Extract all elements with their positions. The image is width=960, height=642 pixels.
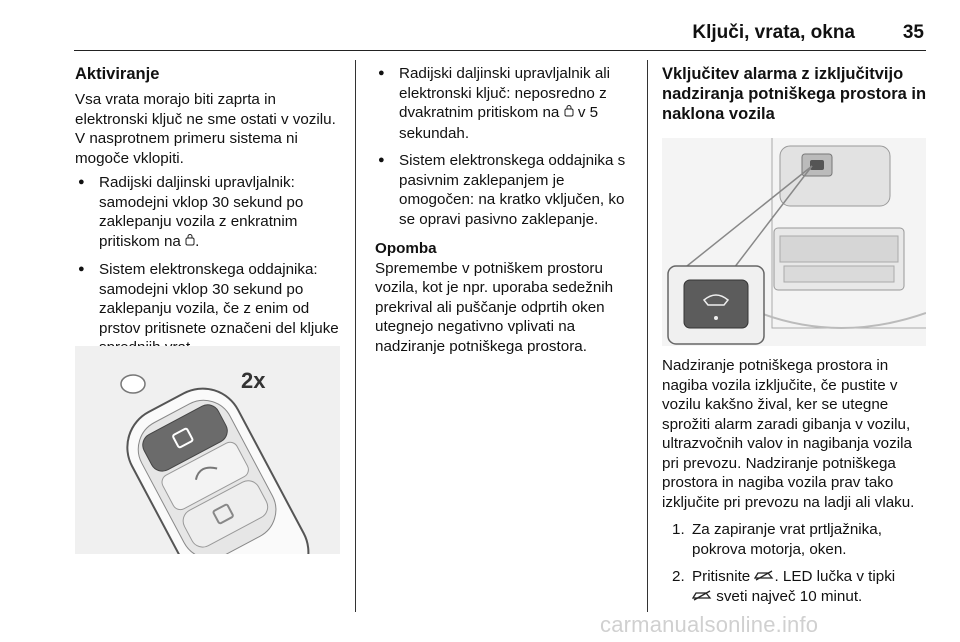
section-heading-aktiviranje: Aktiviranje xyxy=(75,65,160,83)
alarm-car-icon xyxy=(692,588,712,605)
note-title: Opomba xyxy=(375,240,437,257)
bullet-item xyxy=(375,64,637,143)
column-3 xyxy=(662,64,928,130)
bullet-text-end: v 5 sekundah. xyxy=(399,104,599,142)
page-number: 35 xyxy=(902,22,924,43)
bullet-text: Sistem elektronskega oddajnika s pasivnim zaklepanjem je omogočen: na kratko vključen, ko se opravi pasivno zaklepanje. xyxy=(399,152,626,228)
bullet-item xyxy=(375,151,637,229)
step-number: 1. xyxy=(672,521,685,538)
intro-paragraph: Vsa vrata morajo biti zaprta in elektronski ključ ne sme ostati v vozilu. V nasprotnem primeru sistema ni mogoče vklopiti. xyxy=(75,91,336,167)
figure-label-2x: 2x xyxy=(241,368,266,393)
column-3-body xyxy=(662,356,928,614)
bullet-item xyxy=(75,260,341,358)
key-fob-illustration xyxy=(75,346,340,554)
column-1 xyxy=(75,64,341,366)
page-header-title: Ključi, vrata, okna xyxy=(692,22,855,43)
alarm-car-icon xyxy=(754,568,774,585)
alarm-paragraph: Nadziranje potniškega prostora in nagiba vozila izključite, če pustite v vozilu kakšno žival, ker se utegne sprožiti alarm zaradi gibanja v vozilu, ultrazvočnih valov in nagibanja vozila pri prevozu. Nadziranje potniškega prostora in nagiba vozila prav tako izključite pri prevozu na ladji ali vlaku. xyxy=(662,357,915,511)
step-text: Pritisnite xyxy=(692,568,755,585)
section-heading-alarm: Vključitev alarma z izključitvijo nadziranja potniškega prostora in naklona vozila xyxy=(662,65,927,123)
bullet-text: Radijski daljinski upravljalnik ali elektronski ključ: neposredno z dvakratnim pritiskom na xyxy=(399,65,611,121)
header-divider xyxy=(74,50,926,51)
bullet-item xyxy=(75,173,341,252)
bullet-text-end: . xyxy=(195,232,200,250)
lock-icon xyxy=(185,235,195,249)
bullet-text: Sistem elektronskega oddajnika: samodejni vklop 30 sekund po zaklepanju vozila, če z enim od prstov pritisnete označeni del kljuke xyxy=(99,261,339,337)
activation-bullet-list-continued xyxy=(375,64,637,229)
ceiling-console-illustration xyxy=(662,138,926,346)
column-divider-left xyxy=(355,60,356,612)
column-2 xyxy=(375,64,637,356)
step-text-mid: . LED lučka v tipki xyxy=(774,568,896,585)
step-text-end: sveti največ 10 minut. xyxy=(712,587,863,605)
alarm-steps-list xyxy=(662,520,928,606)
step-item xyxy=(662,567,928,606)
note-text: Spremembe v potniškem prostoru vozila, kot je npr. uporaba sedežnih prekrival ali puščanje odprtih oken utegnejo negativno vplivati na nadziranje potniškega prostora. xyxy=(375,259,614,355)
step-text: Za zapiranje vrat prtljažnika, pokrova motorja, oken. xyxy=(692,521,882,558)
bullet-text: Radijski daljinski upravljalnik: samodejni vklop 30 sekund po zaklepanju vozila z enkratnim pritiskom na xyxy=(99,174,304,250)
lock-icon xyxy=(564,106,574,120)
step-number: 2. xyxy=(672,568,685,585)
watermark: carmanualsonline.info xyxy=(600,612,819,637)
column-divider-right xyxy=(647,60,648,612)
step-item xyxy=(662,520,928,559)
activation-bullet-list xyxy=(75,173,341,358)
